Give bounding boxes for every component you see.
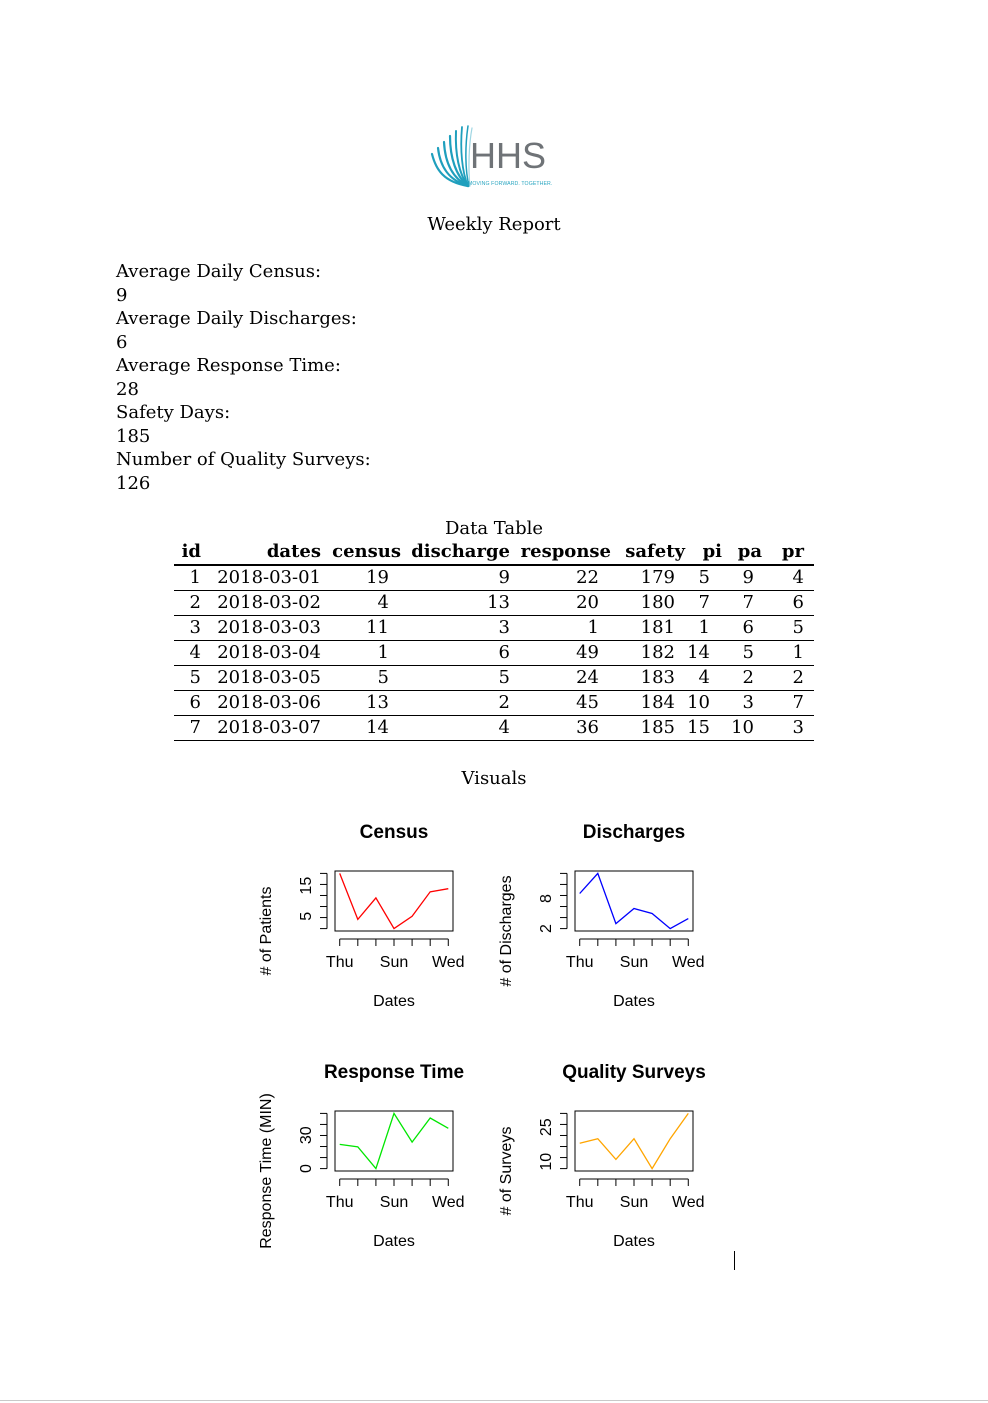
y-axis-title: Response Time (MIN) [258, 1093, 275, 1249]
x-axis-title: Dates [373, 1233, 415, 1250]
table-cell: 2018-03-05 [201, 666, 321, 691]
column-header: dates [201, 540, 321, 565]
column-header: pi [685, 540, 722, 565]
table-row [174, 641, 814, 666]
table-cell: 7 [685, 591, 722, 616]
summary-label-safety: Safety Days: [116, 402, 231, 423]
table-cell: 2018-03-03 [201, 616, 321, 641]
y-tick-label: 8 [538, 894, 555, 903]
table-cell: 4 [685, 666, 722, 691]
table-cell: 1 [762, 641, 814, 666]
table-cell: 5 [401, 666, 510, 691]
table-cell: 3 [722, 691, 762, 716]
x-axis-title: Dates [373, 993, 415, 1010]
chart-census [258, 822, 465, 1010]
table-cell: 14 [685, 641, 722, 666]
table-cell: 5 [685, 565, 722, 591]
table-row [174, 591, 814, 616]
data-table [174, 540, 814, 741]
summary-value-response: 28 [116, 378, 139, 400]
column-header: census [321, 540, 401, 565]
logo-wordmark: HHS [470, 135, 547, 176]
text-cursor [734, 1251, 735, 1270]
table-cell: 1 [685, 616, 722, 641]
x-tick-label: Sun [379, 1194, 409, 1211]
summary-value-safety: 185 [116, 425, 151, 447]
x-tick-label: Sun [619, 954, 649, 971]
column-header: safety [611, 540, 685, 565]
table-row [174, 565, 814, 591]
table-row [174, 666, 814, 691]
chart-title: Discharges [582, 822, 686, 843]
y-tick-label: 5 [298, 911, 315, 921]
column-header: id [174, 540, 201, 565]
table-cell: 2 [401, 691, 510, 716]
table-caption: Data Table [444, 518, 544, 539]
table-cell: 7 [722, 591, 762, 616]
y-axis-title: # of Discharges [498, 875, 515, 987]
table-cell: 2018-03-06 [201, 691, 321, 716]
summary-value-surveys: 126 [116, 472, 151, 494]
y-axis-title: # of Surveys [498, 1126, 515, 1216]
x-tick-label: Wed [671, 954, 705, 971]
x-tick-label: Thu [325, 1194, 354, 1211]
table-cell: 11 [321, 616, 401, 641]
summary-label-census: Average Daily Census: [116, 261, 322, 282]
summary-label-discharges: Average Daily Discharges: [116, 308, 357, 329]
x-tick-label: Sun [619, 1194, 649, 1211]
table-cell: 4 [401, 716, 510, 741]
table-cell: 5 [321, 666, 401, 691]
table-cell: 7 [174, 716, 201, 741]
summary-value-discharges: 6 [116, 331, 128, 353]
y-axis-title: # of Patients [258, 886, 275, 976]
table-header-row [174, 540, 814, 565]
table-cell: 2018-03-02 [201, 591, 321, 616]
logo-tagline: MOVING FORWARD. TOGETHER. [468, 181, 553, 187]
hhs-logo [428, 124, 562, 192]
page-bottom-border [0, 1400, 988, 1401]
table-cell: 4 [174, 641, 201, 666]
table-cell: 179 [611, 565, 685, 591]
chart-title: Quality Surveys [562, 1062, 706, 1083]
table-cell: 2018-03-04 [201, 641, 321, 666]
chart-title: Census [359, 822, 429, 843]
table-cell: 6 [401, 641, 510, 666]
table-cell: 6 [762, 591, 814, 616]
table-cell: 3 [401, 616, 510, 641]
x-tick-label: Thu [565, 954, 594, 971]
table-cell: 13 [321, 691, 401, 716]
table-cell: 180 [611, 591, 685, 616]
table-cell: 19 [321, 565, 401, 591]
table-cell: 183 [611, 666, 685, 691]
y-tick-label: 25 [538, 1118, 555, 1137]
table-cell: 13 [401, 591, 510, 616]
table-cell: 181 [611, 616, 685, 641]
series-line [340, 1113, 449, 1168]
series-line [580, 1113, 689, 1168]
table-cell: 2018-03-01 [201, 565, 321, 591]
table-cell: 2 [762, 666, 814, 691]
plot-frame [335, 1111, 453, 1171]
y-tick-label: 10 [538, 1152, 555, 1171]
y-tick-label: 0 [298, 1164, 315, 1174]
table-cell: 2 [174, 591, 201, 616]
table-cell: 1 [510, 616, 611, 641]
x-tick-label: Sun [379, 954, 409, 971]
table-row [174, 716, 814, 741]
series-line [340, 873, 449, 928]
chart-response-time [258, 1062, 465, 1250]
x-tick-label: Wed [431, 954, 465, 971]
table-cell: 4 [762, 565, 814, 591]
x-tick-label: Wed [671, 1194, 705, 1211]
charts-panel [250, 815, 730, 1260]
y-tick-label: 2 [538, 924, 555, 934]
table-cell: 182 [611, 641, 685, 666]
table-cell: 24 [510, 666, 611, 691]
summary-label-surveys: Number of Quality Surveys: [116, 449, 371, 470]
x-axis-title: Dates [613, 993, 655, 1010]
table-cell: 1 [321, 641, 401, 666]
table-row [174, 616, 814, 641]
table-cell: 22 [510, 565, 611, 591]
table-cell: 2 [722, 666, 762, 691]
x-tick-label: Wed [431, 1194, 465, 1211]
table-cell: 2018-03-07 [201, 716, 321, 741]
table-cell: 6 [174, 691, 201, 716]
table-cell: 10 [722, 716, 762, 741]
table-cell: 14 [321, 716, 401, 741]
column-header: response [510, 540, 611, 565]
table-cell: 5 [762, 616, 814, 641]
chart-quality-surveys [498, 1062, 706, 1250]
x-axis-title: Dates [613, 1233, 655, 1250]
y-tick-label: 15 [298, 876, 315, 895]
table-cell: 36 [510, 716, 611, 741]
y-tick-label: 30 [298, 1126, 315, 1145]
column-header: pr [762, 540, 814, 565]
table-cell: 15 [685, 716, 722, 741]
column-header: pa [722, 540, 762, 565]
plot-frame [575, 1111, 693, 1171]
summary-value-census: 9 [116, 284, 128, 306]
x-tick-label: Thu [565, 1194, 594, 1211]
table-cell: 7 [762, 691, 814, 716]
series-line [580, 873, 689, 928]
table-cell: 49 [510, 641, 611, 666]
column-header: discharge [401, 540, 510, 565]
chart-title: Response Time [323, 1062, 465, 1083]
table-cell: 9 [722, 565, 762, 591]
report-title: Weekly Report [427, 214, 561, 235]
table-cell: 9 [401, 565, 510, 591]
table-row [174, 691, 814, 716]
table-cell: 20 [510, 591, 611, 616]
summary-section [116, 260, 371, 495]
table-cell: 185 [611, 716, 685, 741]
table-cell: 5 [722, 641, 762, 666]
table-cell: 5 [174, 666, 201, 691]
visuals-title: Visuals [461, 768, 527, 789]
table-cell: 10 [685, 691, 722, 716]
table-cell: 3 [174, 616, 201, 641]
table-cell: 4 [321, 591, 401, 616]
plot-frame [335, 871, 453, 931]
table-cell: 45 [510, 691, 611, 716]
summary-label-response: Average Response Time: [116, 355, 341, 376]
table-cell: 6 [722, 616, 762, 641]
table-cell: 184 [611, 691, 685, 716]
table-cell: 1 [174, 565, 201, 591]
table-cell: 3 [762, 716, 814, 741]
x-tick-label: Thu [325, 954, 354, 971]
chart-discharges [498, 822, 705, 1010]
